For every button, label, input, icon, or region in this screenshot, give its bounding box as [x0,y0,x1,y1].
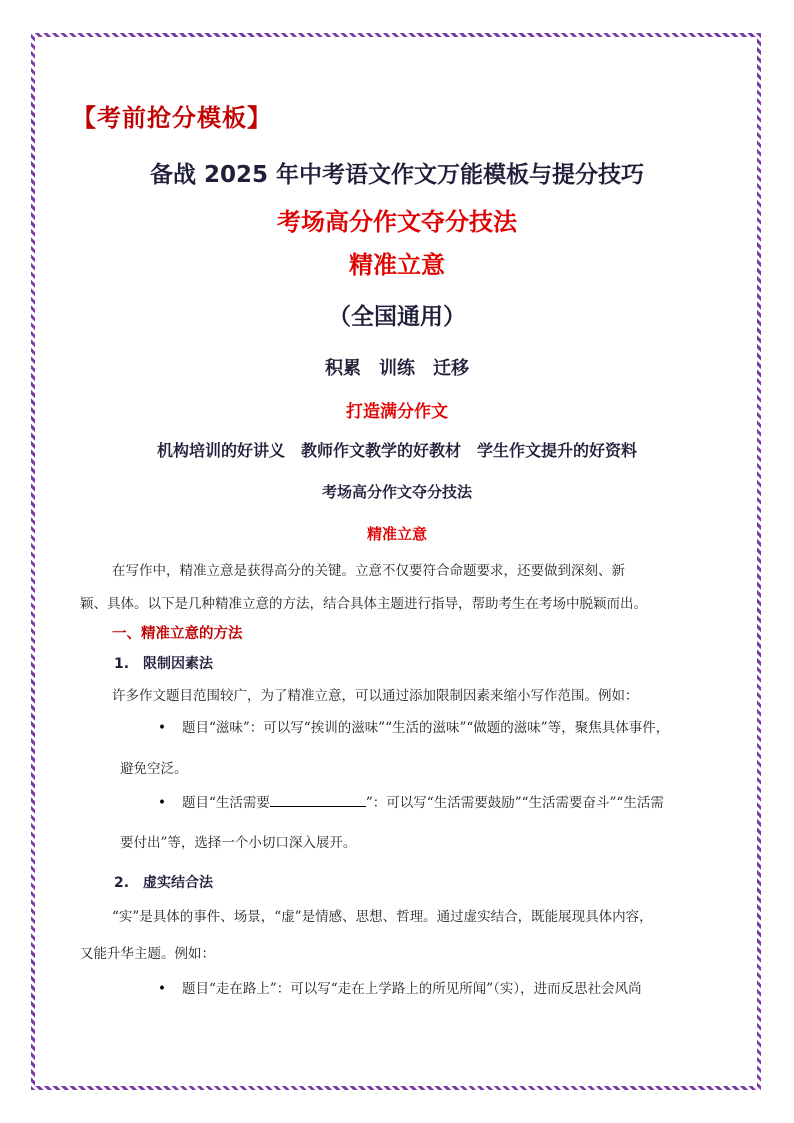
intro-paragraph-line-2: 颖、具体。以下是几种精准立意的方法，结合具体主题进行指导，帮助考生在考场中脱颖而出。 [80,596,647,612]
method-two-heading: 2. 虚实结合法 [114,875,214,891]
list-item-continuation: 要付出”等，选择一个小切口深入展开。 [120,835,357,851]
document-title: 备战 2025 年中考语文作文万能模板与提分技巧 [149,162,645,188]
document-topic: 精准立意 [349,251,445,279]
template-tag: 【考前抢分模板】 [72,104,272,132]
section-heading: 考场高分作文夺分技法 [321,483,472,501]
fill-in-blank [270,794,366,807]
list-item-text-prefix: 题目“生活需要 [182,795,270,811]
slogan: 打造满分作文 [346,402,448,422]
document-subtitle: 考场高分作文夺分技法 [277,208,517,236]
bullet-icon: • [158,981,166,997]
bullet-icon: • [158,720,166,736]
list-item-text-suffix: ”：可以写“生活需要鼓励”“生活需要奋斗”“生活需 [365,795,664,811]
list-item-text: 题目“滋味”：可以写“挨训的滋味”“生活的滋味”“做题的滋味”等，聚焦具体事件， [182,720,670,736]
method-two-text-line-1: “实”是具体的事件、场景，“虚”是情感、思想、哲理。通过虚实结合，既能展现具体内容， [112,909,653,925]
list-item [158,716,669,736]
list-item-continuation: 避免空泛。 [120,761,188,777]
list-item [158,791,664,811]
part-one-heading: 一、精准立意的方法 [112,626,243,642]
intro-paragraph-line-1: 在写作中，精准立意是获得高分的关键。立意不仅要符合命题要求，还要做到深刻、新 [112,563,625,579]
method-one-heading: 1. 限制因素法 [114,656,214,672]
method-one-text: 许多作文题目范围较广，为了精准立意，可以通过添加限制因素来缩小写作范围。例如： [112,688,639,704]
audience-line: 机构培训的好讲义 教师作文教学的好教材 学生作文提升的好资料 [156,441,637,460]
list-item [158,977,642,997]
section-subheading: 精准立意 [366,525,427,543]
scope-label: （全国通用） [328,304,466,330]
bullet-icon: • [158,795,166,811]
list-item-text: 题目“走在路上”：可以写“走在上学路上的所见所闻”（实），进而反思社会风尚 [182,981,642,997]
method-two-text-line-2: 又能升华主题。例如： [80,946,215,962]
keywords-line: 积累 训练 迁移 [325,358,469,379]
